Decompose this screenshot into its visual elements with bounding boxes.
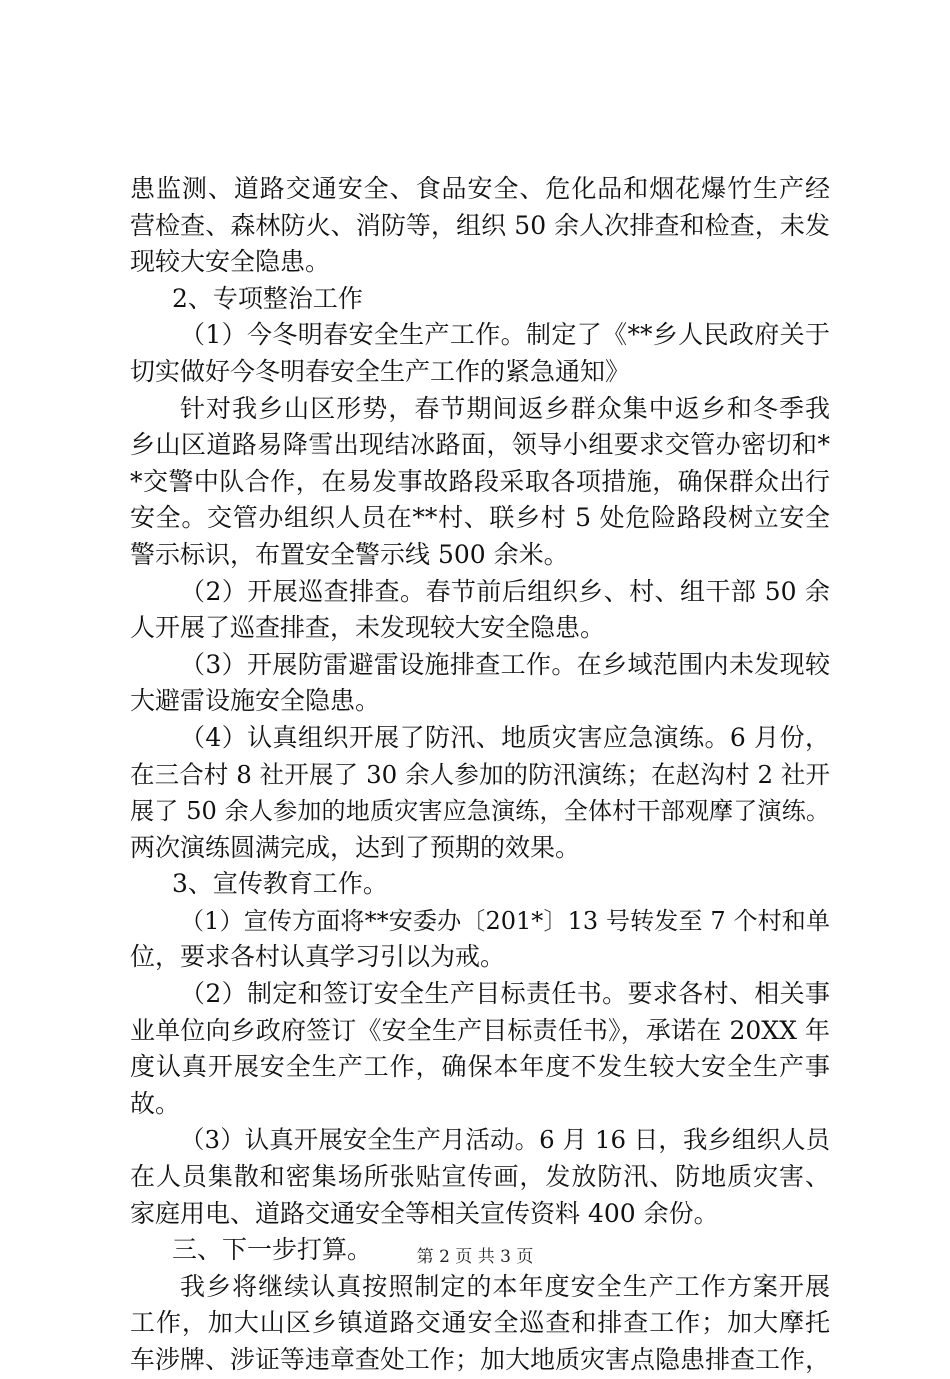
text-line: （3）开展防雷避雷设施排查工作。在乡域范围内未发现较 [180, 649, 830, 679]
text-line: 故。 [130, 1088, 181, 1118]
text-line: 大避雷设施安全隐患。 [130, 686, 381, 716]
text-line: 切实做好今冬明春安全生产工作的紧急通知》 [130, 356, 631, 386]
text-line: 安全。交管办组织人员在**村、联乡村 5 处危险路段树立安全 [130, 503, 830, 533]
document-body [130, 171, 830, 1379]
text-line: 工作，加大山区乡镇道路交通安全巡查和排查工作；加大摩托 [130, 1308, 830, 1338]
text-line: 在人员集散和密集场所张贴宣传画，发放防汛、防地质灾害、 [130, 1162, 830, 1192]
text-line: （3）认真开展安全生产月活动。6 月 16 日，我乡组织人员 [180, 1125, 830, 1155]
text-line: 乡山区道路易降雪出现结冰路面，领导小组要求交管办密切和* [130, 430, 830, 460]
text-line: 针对我乡山区形势，春节期间返乡群众集中返乡和冬季我 [180, 393, 830, 423]
text-line: 营检查、森林防火、消防等，组织 50 余人次排查和检查，未发 [130, 210, 830, 240]
text-line: 患监测、道路交通安全、食品安全、危化品和烟花爆竹生产经 [130, 174, 830, 203]
text-line: 警示标识，布置安全警示线 500 余米。 [130, 539, 569, 569]
text-line: 3、宣传教育工作。 [172, 869, 388, 899]
text-line: 三、下一步打算。 [172, 1235, 373, 1265]
text-line: 人开展了巡查排查，未发现较大安全隐患。 [130, 613, 606, 643]
text-line: 在三合村 8 社开展了 30 余人参加的防汛演练；在赵沟村 2 社开 [130, 759, 830, 789]
page-footer: 第 2 页 共 3 页 [416, 1247, 534, 1267]
text-line: （4）认真组织开展了防汛、地质灾害应急演练。6 月份， [180, 722, 830, 752]
text-line: （2）开展巡查排查。春节前后组织乡、村、组干部 50 余 [180, 576, 830, 606]
text-line: 位，要求各村认真学习引以为戒。 [130, 942, 506, 972]
text-line: （1）宣传方面将**安委办〔201*〕13 号转发至 7 个村和单 [180, 906, 830, 935]
text-line: 业单位向乡政府签订《安全生产目标责任书》，承诺在 20XX 年 [130, 1015, 830, 1045]
text-line: 展了 50 余人参加的地质灾害应急演练，全体村干部观摩了演练。 [130, 797, 830, 826]
text-line: 车涉牌、涉证等违章查处工作；加大地质灾害点隐患排查工作， [130, 1345, 830, 1374]
text-line: 2、专项整治工作 [172, 283, 363, 313]
text-line: 两次演练圆满完成，达到了预期的效果。 [130, 832, 581, 862]
text-line: *交警中队合作，在易发事故路段采取各项措施，确保群众出行 [130, 466, 830, 496]
text-line: 度认真开展安全生产工作，确保本年度不发生较大安全生产事 [130, 1052, 830, 1082]
text-line: 家庭用电、道路交通安全等相关宣传资料 400 余份。 [130, 1198, 719, 1228]
text-line: （1）今冬明春安全生产工作。制定了《**乡人民政府关于 [180, 320, 830, 350]
text-line: 我乡将继续认真按照制定的本年度安全生产工作方案开展 [180, 1271, 830, 1301]
text-line: （2）制定和签订安全生产目标责任书。要求各村、相关事 [180, 979, 830, 1009]
text-line: 现较大安全隐患。 [130, 247, 331, 277]
